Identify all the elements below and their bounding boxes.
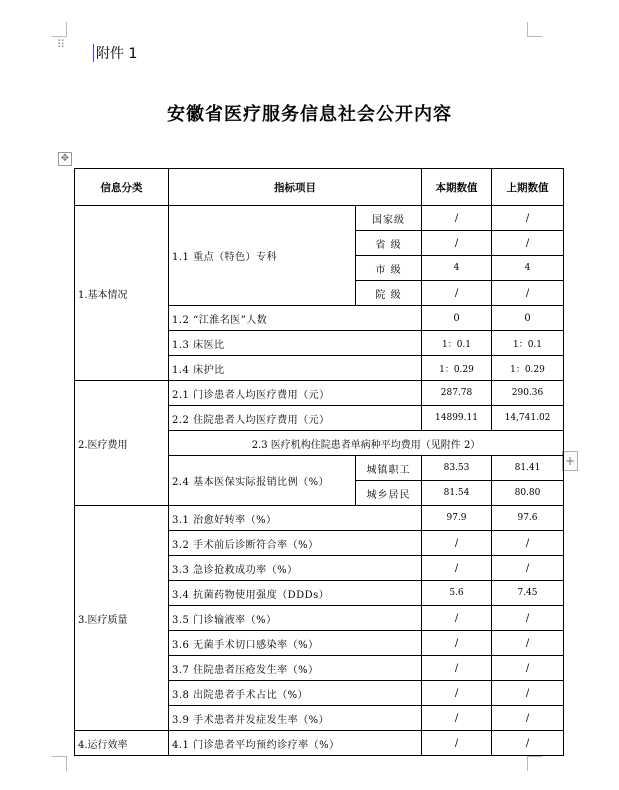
indicator-label[interactable]: 3.2 手术前后诊断符合率（%）	[169, 531, 422, 556]
table-row	[75, 506, 564, 531]
value-previous[interactable]: /	[492, 656, 564, 681]
document-title[interactable]: 安徽省医疗服务信息社会公开内容	[167, 104, 452, 125]
value-previous[interactable]: 0	[492, 306, 564, 331]
indicator-label[interactable]: 3.8 出院患者手术占比（%）	[169, 681, 422, 706]
indicator-label[interactable]: 3.1 治愈好转率（%）	[169, 506, 422, 531]
paragraph-drag-handle-icon[interactable]: ⠿	[57, 38, 67, 51]
value-current[interactable]: /	[422, 706, 492, 731]
value-current[interactable]: /	[422, 281, 492, 306]
crop-mark-bottom-left	[52, 756, 67, 771]
value-current[interactable]: 1：0.1	[422, 331, 492, 356]
level-provincial[interactable]: 省 级	[356, 231, 422, 256]
value-previous[interactable]: /	[492, 706, 564, 731]
indicator-label[interactable]: 2.2 住院患者人均医疗费用（元）	[169, 406, 422, 431]
indicator-label[interactable]: 1.4 床护比	[169, 356, 422, 381]
indicator-single-disease-cost[interactable]: 2.3 医疗机构住院患者单病种平均费用（见附件 2）	[169, 431, 564, 456]
indicator-label[interactable]: 1.2 “江淮名医”人数	[169, 306, 422, 331]
value-current[interactable]: 4	[422, 256, 492, 281]
indicator-label[interactable]: 3.5 门诊输液率（%）	[169, 606, 422, 631]
value-current[interactable]: /	[422, 231, 492, 256]
add-row-plus-icon[interactable]: +	[562, 451, 578, 471]
value-current[interactable]: 14899.11	[422, 406, 492, 431]
value-previous[interactable]: /	[492, 206, 564, 231]
value-current[interactable]: 1：0.29	[422, 356, 492, 381]
value-previous[interactable]: 7.45	[492, 581, 564, 606]
indicator-label[interactable]: 3.3 急诊抢救成功率（%）	[169, 556, 422, 581]
value-previous[interactable]: /	[492, 731, 564, 756]
value-current[interactable]: /	[422, 656, 492, 681]
value-current[interactable]: 287.78	[422, 381, 492, 406]
indicator-label[interactable]: 4.1 门诊患者平均预约诊疗率（%）	[169, 731, 422, 756]
indicator-insurance-ratio[interactable]: 2.4 基本医保实际报销比例（%）	[169, 456, 356, 506]
value-previous[interactable]: 14,741.02	[492, 406, 564, 431]
attachment-label[interactable]: 附件 1	[96, 46, 138, 62]
header-indicator[interactable]: 指标项目	[169, 169, 422, 206]
group-urban-employee[interactable]: 城镇职工	[356, 456, 422, 481]
value-previous[interactable]: /	[492, 681, 564, 706]
value-previous[interactable]: /	[492, 531, 564, 556]
value-current[interactable]: /	[422, 631, 492, 656]
indicator-label[interactable]: 3.7 住院患者压疮发生率（%）	[169, 656, 422, 681]
header-category[interactable]: 信息分类	[75, 169, 169, 206]
table-row	[75, 381, 564, 406]
indicator-label[interactable]: 3.9 手术患者并发症发生率（%）	[169, 706, 422, 731]
crop-mark-top-left	[52, 22, 67, 37]
indicator-key-specialty[interactable]: 1.1 重点（特色）专科	[169, 206, 356, 306]
level-hospital[interactable]: 院 级	[356, 281, 422, 306]
value-previous[interactable]: 81.41	[492, 456, 564, 481]
value-current[interactable]: /	[422, 731, 492, 756]
header-previous[interactable]: 上期数值	[492, 169, 564, 206]
crop-mark-top-right	[527, 22, 542, 37]
indicator-label[interactable]: 2.1 门诊患者人均医疗费用（元）	[169, 381, 422, 406]
value-current[interactable]: /	[422, 681, 492, 706]
value-current[interactable]: 5.6	[422, 581, 492, 606]
value-previous[interactable]: /	[492, 231, 564, 256]
value-current[interactable]: 83.53	[422, 456, 492, 481]
value-current[interactable]: /	[422, 606, 492, 631]
level-city[interactable]: 市 级	[356, 256, 422, 281]
value-previous[interactable]: /	[492, 281, 564, 306]
value-previous[interactable]: 80.80	[492, 481, 564, 506]
value-previous[interactable]: /	[492, 556, 564, 581]
table-row	[75, 731, 564, 756]
value-previous[interactable]: /	[492, 606, 564, 631]
value-previous[interactable]: 1：0.29	[492, 356, 564, 381]
value-previous[interactable]: 290.36	[492, 381, 564, 406]
value-current[interactable]: 0	[422, 306, 492, 331]
value-current[interactable]: /	[422, 531, 492, 556]
crop-mark-bottom-right	[527, 756, 542, 771]
indicator-label[interactable]: 3.4 抗菌药物使用强度（DDDs）	[169, 581, 422, 606]
category-quality[interactable]: 3.医疗质量	[75, 506, 169, 731]
value-previous[interactable]: 1：0.1	[492, 331, 564, 356]
category-basic[interactable]: 1.基本情况	[75, 206, 169, 381]
indicator-label[interactable]: 3.6 无菌手术切口感染率（%）	[169, 631, 422, 656]
value-current[interactable]: /	[422, 556, 492, 581]
value-current[interactable]: /	[422, 206, 492, 231]
value-previous[interactable]: 4	[492, 256, 564, 281]
header-current[interactable]: 本期数值	[422, 169, 492, 206]
value-previous[interactable]: 97.6	[492, 506, 564, 531]
indicator-label[interactable]: 1.3 床医比	[169, 331, 422, 356]
info-table	[74, 168, 564, 756]
category-cost[interactable]: 2.医疗费用	[75, 381, 169, 506]
text-cursor	[93, 44, 94, 62]
value-current[interactable]: 97.9	[422, 506, 492, 531]
group-urban-rural-resident[interactable]: 城乡居民	[356, 481, 422, 506]
table-move-handle-icon[interactable]: ✥	[58, 152, 72, 166]
table-row	[75, 206, 564, 231]
table-header-row	[75, 169, 564, 206]
value-current[interactable]: 81.54	[422, 481, 492, 506]
value-previous[interactable]: /	[492, 631, 564, 656]
category-efficiency[interactable]: 4.运行效率	[75, 731, 169, 756]
level-national[interactable]: 国家级	[356, 206, 422, 231]
